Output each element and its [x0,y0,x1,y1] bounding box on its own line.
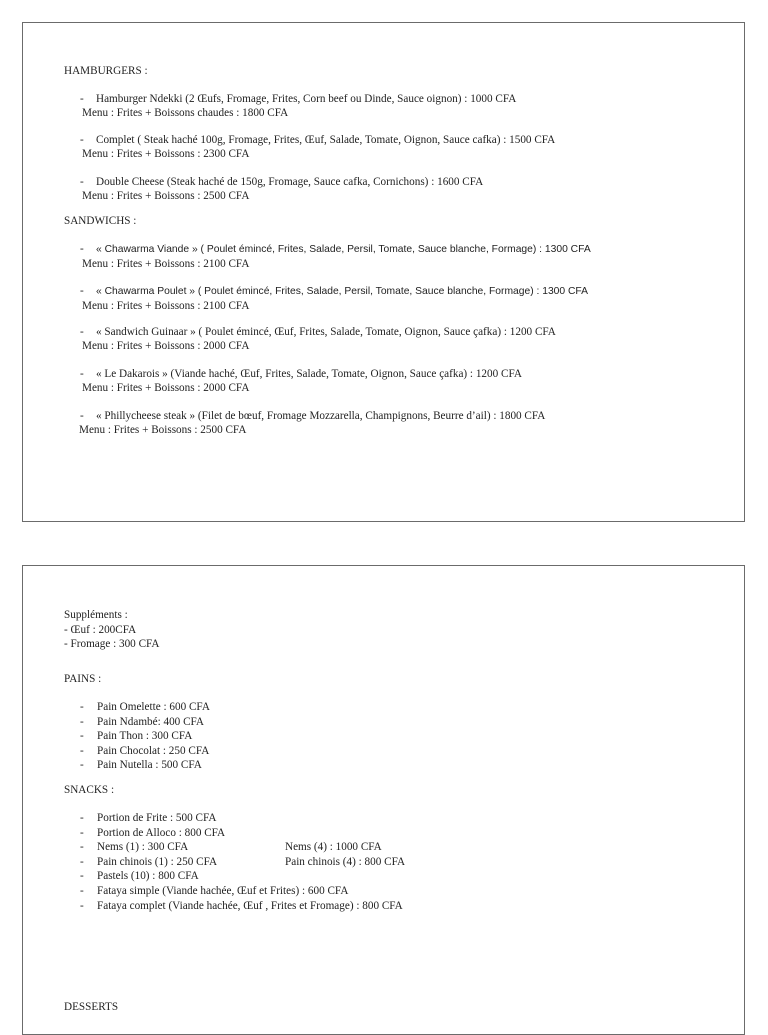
item-menu: Menu : Frites + Boissons : 2500 CFA [79,424,247,436]
menu-page-2 [22,565,745,1035]
list-item-variant: Pain chinois (4) : 800 CFA [285,855,406,868]
list-item-variant: Nems (4) : 1000 CFA [285,841,382,854]
sandwichs-heading: SANDWICHS : [64,215,137,227]
hamburgers-heading: HAMBURGERS : [64,65,148,77]
supplement-item: - Œuf : 200CFA [64,623,137,636]
list-item: - Portion de Alloco : 800 CFA [80,826,226,839]
menu-page-1 [22,22,745,522]
item-menu: Menu : Frites + Boissons : 2500 CFA [82,190,250,202]
hamburger-item: - Complet ( Steak haché 100g, Fromage, Frites, Œuf, Salade, Tomate, Oignon, Sauce cafka) : 1500 CFA Menu : Frites + Boissons : 2300 CFA [80,134,556,160]
item-menu: Menu : Frites + Boissons : 2100 CFA [82,300,250,312]
snacks-heading: SNACKS : [64,784,115,796]
list-item: - Fataya complet (Viande hachée, Œuf , Frites et Fromage) : 800 CFA [80,899,403,912]
item-line: Complet ( Steak haché 100g, Fromage, Frites, Œuf, Salade, Tomate, Oignon, Sauce cafka) : 1500 CFA [96,134,556,146]
sandwich-item: - « Chawarma Poulet » ( Poulet émincé, Frites, Salade, Persil, Tomate, Sauce blanche, Formage) : 1300 CFA Menu : Frites + Boissons : 2100 CFA [80,285,589,312]
item-line: « Le Dakarois » (Viande haché, Œuf, Frites, Salade, Tomate, Oignon, Sauce çafka) : 1200 CFA [96,368,522,380]
list-item: - Pastels (10) : 800 CFA [80,870,199,883]
item-menu: Menu : Frites + Boissons chaudes : 1800 CFA [82,107,289,119]
hamburger-item: - Double Cheese (Steak haché de 150g, Fromage, Sauce cafka, Cornichons) : 1600 CFA Menu : Frites + Boissons : 2500 CFA [80,176,484,202]
item-menu: Menu : Frites + Boissons : 2000 CFA [82,340,250,352]
item-menu: Menu : Frites + Boissons : 2100 CFA [82,258,250,270]
sandwich-item: - « Sandwich Guinaar » ( Poulet émincé, Œuf, Frites, Salade, Tomate, Oignon, Sauce çafka) : 1200 CFA Menu : Frites + Boissons : 2000 CFA [80,326,556,352]
sandwich-item: - « Phillycheese steak » (Filet de bœuf, Fromage Mozzarella, Champignons, Beurre d’ail) : 1800 CFA Menu : Frites + Boissons : 2500 CFA [79,410,546,436]
sandwich-item: - « Le Dakarois » (Viande haché, Œuf, Frites, Salade, Tomate, Oignon, Sauce çafka) : 1200 CFA Menu : Frites + Boissons : 2000 CFA [80,368,522,394]
item-line: « Chawarma Poulet » ( Poulet émincé, Frites, Salade, Persil, Tomate, Sauce blanche, Formage) : 1300 CFA [96,286,589,297]
item-line: Hamburger Ndekki (2 Œufs, Fromage, Frites, Corn beef ou Dinde, Sauce oignon) : 1000 CFA [96,93,517,105]
item-line: « Chawarma Viande » ( Poulet émincé, Frites, Salade, Persil, Tomate, Sauce blanche, Formage) : 1300 CFA [96,244,591,255]
supplement-item: - Fromage : 300 CFA [64,638,160,650]
list-item: - Pain chinois (1) : 250 CFA Pain chinois (4) : 800 CFA [80,855,406,868]
pains-heading: PAINS : [64,673,102,685]
item-menu: Menu : Frites + Boissons : 2000 CFA [82,382,250,394]
pains-list [80,700,210,773]
item-line: « Phillycheese steak » (Filet de bœuf, Fromage Mozzarella, Champignons, Beurre d’ail) : 1800 CFA [96,410,546,422]
supplements-section [64,608,160,652]
desserts-heading: DESSERTS [64,1001,119,1013]
list-item: - Portion de Frite : 500 CFA [80,812,217,824]
item-line: Double Cheese (Steak haché de 150g, Fromage, Sauce cafka, Cornichons) : 1600 CFA [96,176,484,188]
snacks-list [80,811,406,913]
list-item: - Pain Thon : 300 CFA [80,730,193,743]
list-item: - Pain Chocolat : 250 CFA [80,744,210,757]
hamburger-item: - Hamburger Ndekki (2 Œufs, Fromage, Frites, Corn beef ou Dinde, Sauce oignon) : 1000 CFA Menu : Frites + Boissons chaudes : 1800 CFA [80,93,517,119]
list-item: - Nems (1) : 300 CFA Nems (4) : 1000 CFA [80,841,382,854]
item-line: « Sandwich Guinaar » ( Poulet émincé, Œuf, Frites, Salade, Tomate, Oignon, Sauce çafka) : 1200 CFA [96,326,556,338]
list-item: - Fataya simple (Viande hachée, Œuf et Frites) : 600 CFA [80,884,349,897]
list-item: - Pain Nutella : 500 CFA [80,759,202,772]
list-item: - Pain Omelette : 600 CFA [80,701,210,713]
list-item: - Pain Ndambé: 400 CFA [80,715,205,728]
supplements-heading: Suppléments : [64,609,128,621]
item-menu: Menu : Frites + Boissons : 2300 CFA [82,148,250,160]
sandwich-item: - « Chawarma Viande » ( Poulet émincé, Frites, Salade, Persil, Tomate, Sauce blanche, Formage) : 1300 CFA Menu : Frites + Boissons : 2100 CFA [80,243,591,270]
